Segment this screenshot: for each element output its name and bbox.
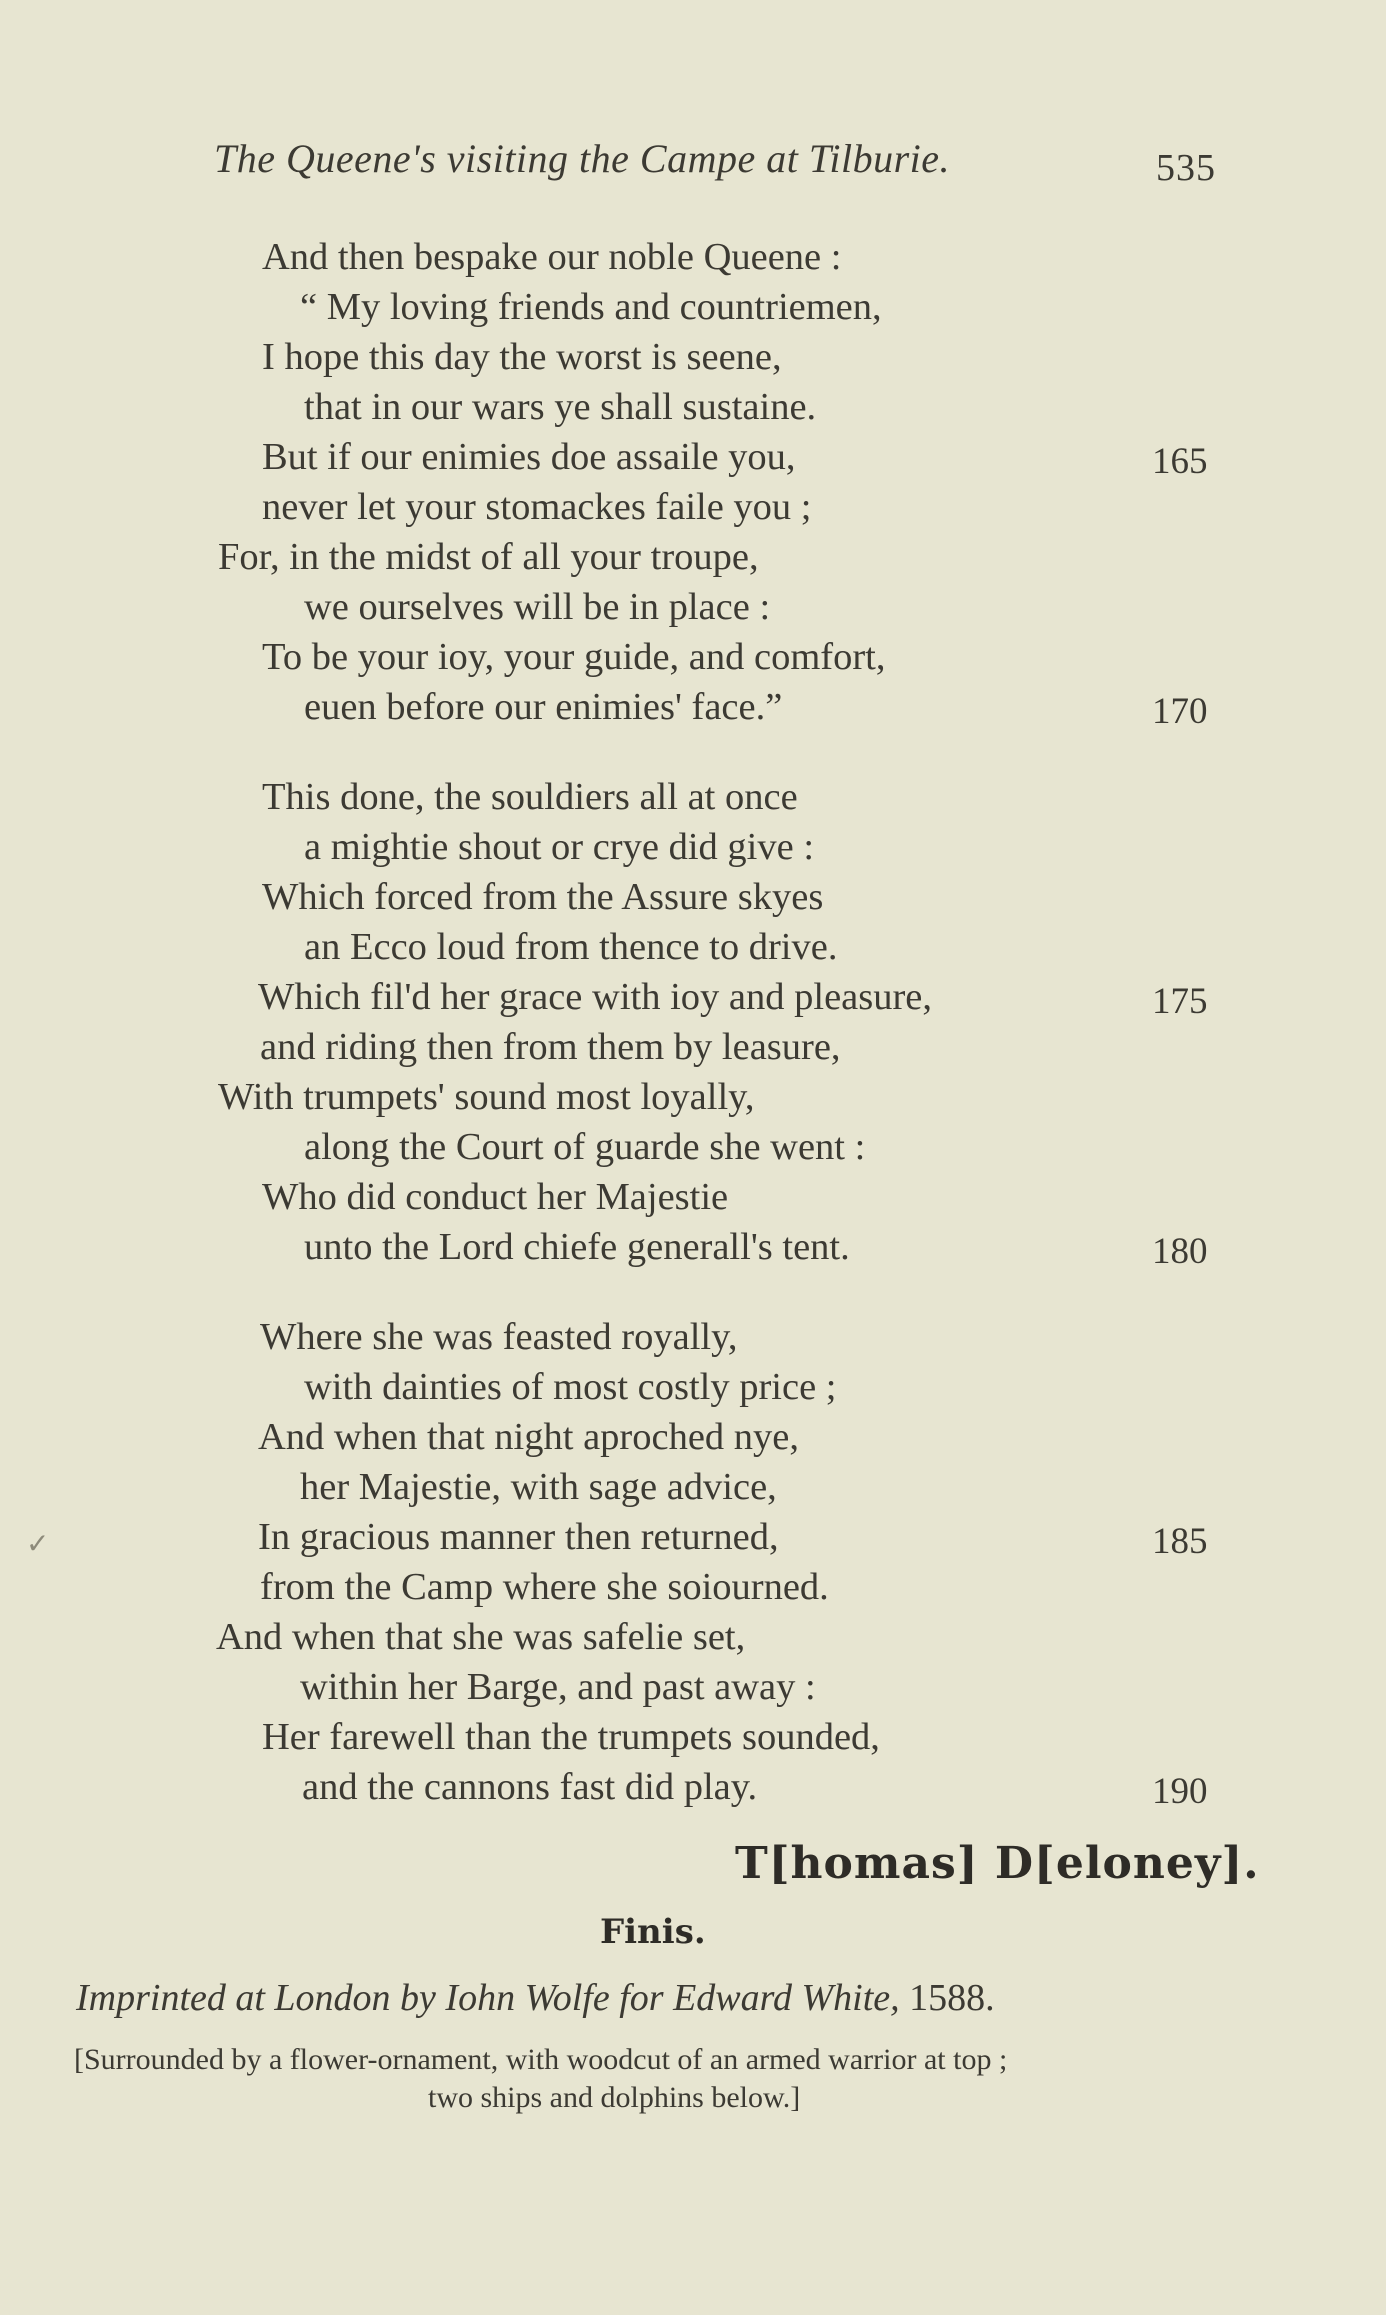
poem-line: Where she was feasted royally, <box>260 1316 738 1358</box>
poem-line: Her farewell than the trumpets sounded, <box>262 1716 880 1758</box>
poem-line: never let your stomackes faile you ; <box>262 486 812 528</box>
poem-line: To be your ioy, your guide, and comfort, <box>262 636 886 678</box>
poem-line: we ourselves will be in place : <box>304 586 771 628</box>
poem-line: Who did conduct her Majestie <box>262 1176 729 1218</box>
poem-line: an Ecco loud from thence to drive. <box>304 926 838 968</box>
poem-line: For, in the midst of all your troupe, <box>218 536 759 578</box>
line-number: 185 <box>1152 1521 1208 1562</box>
line-number: 190 <box>1152 1771 1208 1812</box>
margin-mark: ✓ <box>26 1529 50 1560</box>
poem-line: This done, the souldiers all at once <box>262 776 798 818</box>
poem-line: within her Barge, and past away : <box>300 1666 816 1708</box>
poem-line: and the cannons fast did play. <box>302 1766 758 1808</box>
poem-line: With trumpets' sound most loyally, <box>218 1076 755 1118</box>
line-number: 175 <box>1152 981 1208 1022</box>
poem-line: that in our wars ye shall sustaine. <box>304 386 817 428</box>
line-number: 165 <box>1152 441 1208 482</box>
poem-line: her Majestie, with sage advice, <box>300 1466 777 1508</box>
poem-line: a mightie shout or crye did give : <box>304 826 815 868</box>
poem-line: and riding then from them by leasure, <box>260 1026 841 1068</box>
line-number: 180 <box>1152 1231 1208 1272</box>
poem-line: Which fil'd her grace with ioy and pleasure, <box>258 976 933 1018</box>
poem-line: In gracious manner then returned, <box>258 1516 779 1558</box>
editorial-note-line: [Surrounded by a flower-ornament, with woodcut of an armed warrior at top ; <box>74 2043 1008 2076</box>
poem-line: euen before our enimies' face.” <box>304 686 783 728</box>
finis-label: Finis. <box>600 1912 706 1952</box>
page-number: 535 <box>1156 147 1216 189</box>
poem-line: unto the Lord chiefe generall's tent. <box>304 1226 850 1268</box>
imprint-year: 1588. <box>909 1977 995 2019</box>
poem-line: But if our enimies doe assaile you, <box>262 436 796 478</box>
running-title: The Queene's visiting the Campe at Tilburie. <box>214 136 951 181</box>
poem-line: And then bespake our noble Queene : <box>262 236 842 278</box>
imprint-line <box>76 1976 995 2020</box>
poem-line: with dainties of most costly price ; <box>304 1366 837 1408</box>
imprint-text: Imprinted at London by Iohn Wolfe for Edward White, <box>76 1977 900 2019</box>
line-number: 170 <box>1152 691 1208 732</box>
poem-line: I hope this day the worst is seene, <box>262 336 782 378</box>
author-signature: T[homas] D[eloney]. <box>735 1838 1260 1889</box>
poem-line: And when that she was safelie set, <box>216 1616 746 1658</box>
editorial-note-line: two ships and dolphins below.] <box>428 2081 801 2114</box>
poem-line: “ My loving friends and countriemen, <box>300 286 882 328</box>
poem-line: along the Court of guarde she went : <box>304 1126 866 1168</box>
poem-line: Which forced from the Assure skyes <box>262 876 824 918</box>
poem-line: And when that night aproched nye, <box>258 1416 799 1458</box>
poem-line: from the Camp where she soiourned. <box>260 1566 829 1608</box>
